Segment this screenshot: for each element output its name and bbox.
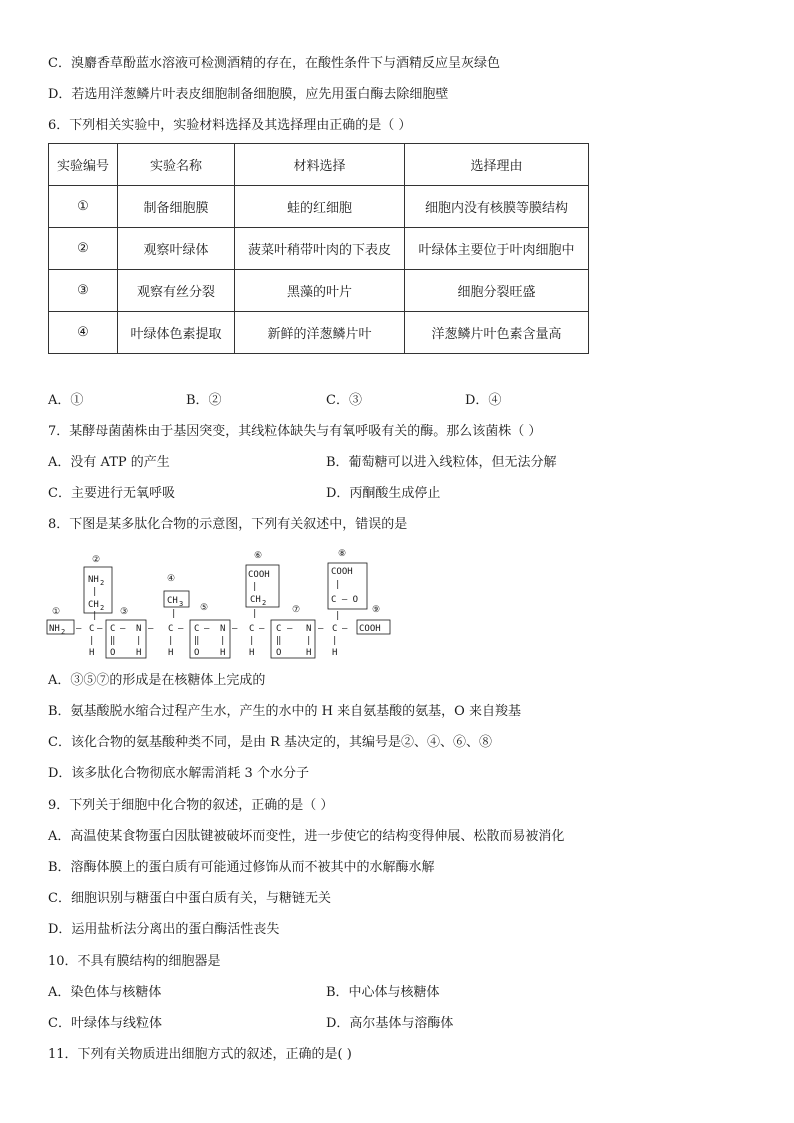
q10-option-a: A．染色体与核糖体: [48, 985, 162, 1000]
bond: |: [89, 636, 95, 646]
q6-option-d: D．④: [465, 393, 502, 408]
bond: |: [220, 636, 226, 646]
q9-stem: 9．下列关于细胞中化合物的叙述，正确的是（ ）: [48, 798, 334, 813]
dash: —: [318, 624, 324, 634]
bond: |: [335, 611, 341, 621]
double-bond: ‖: [194, 636, 200, 646]
dash: —: [148, 624, 154, 634]
bond: |: [306, 636, 312, 646]
table-cell: 洋葱鳞片叶色素含量高: [405, 312, 589, 354]
bond: |: [136, 636, 142, 646]
q7-stem: 7．某酵母菌菌株由于基因突变，其线粒体缺失与有氧呼吸有关的酶。那么该菌株（ ）: [48, 424, 542, 439]
table-header: 选择理由: [405, 144, 589, 186]
q10-option-d: D．高尔基体与溶酶体: [326, 1016, 454, 1031]
dash: —: [178, 624, 184, 634]
table-cell: 叶绿体主要位于叶肉细胞中: [405, 228, 589, 270]
bond: |: [249, 636, 255, 646]
table-row: [49, 186, 589, 228]
r2-nh: NH: [88, 575, 99, 585]
bond: |: [92, 611, 98, 621]
amide-n: N: [220, 624, 226, 634]
q9-option-d: D．运用盐析法分离出的蛋白酶活性丧失: [48, 922, 280, 937]
table-row: [49, 270, 589, 312]
carbonyl-c: C: [194, 624, 200, 634]
experiment-table: [48, 143, 589, 354]
marker-3: ③: [120, 607, 129, 617]
dash: —: [287, 624, 293, 634]
q8-option-b: B．氨基酸脱水缩合过程产生水，产生的水中的 H 来自氨基酸的氨基，O 来自羧基: [48, 704, 521, 719]
q7-option-a: A．没有 ATP 的产生: [48, 455, 170, 470]
marker-8: ⑧: [338, 549, 347, 559]
q7-option-c: C．主要进行无氧呼吸: [48, 486, 175, 501]
q6-stem: 6．下列相关实验中，实验材料选择及其选择理由正确的是（ ）: [48, 118, 412, 133]
atom-h: H: [168, 648, 174, 658]
dash: —: [76, 624, 82, 634]
marker-7: ⑦: [292, 605, 301, 615]
q10-option-c: C．叶绿体与线粒体: [48, 1016, 162, 1031]
terminal-cooh: COOH: [359, 624, 381, 634]
q10-stem: 10．不具有膜结构的细胞器是: [48, 954, 221, 969]
r2-sub: 2: [100, 579, 105, 587]
r2-ch: CH: [88, 600, 99, 610]
dash: —: [97, 624, 103, 634]
table-cell: ②: [49, 228, 118, 270]
q6-option-c: C．③: [326, 393, 362, 408]
carbonyl-c: C: [110, 624, 116, 634]
r2-bar: |: [92, 587, 98, 597]
bond: |: [171, 609, 177, 619]
table-cell: 叶绿体色素提取: [118, 312, 235, 354]
q5-option-c: C．溴麝香草酚蓝水溶液可检测酒精的存在，在酸性条件下与酒精反应呈灰绿色: [48, 56, 500, 71]
marker-2: ②: [92, 555, 101, 565]
table-cell: ③: [49, 270, 118, 312]
table-header-row: [49, 144, 589, 186]
main-sub: 2: [61, 628, 66, 636]
main-nh: NH: [49, 624, 60, 634]
r8-co: C — O: [331, 595, 359, 605]
q7-option-b: B．葡萄糖可以进入线粒体，但无法分解: [326, 455, 557, 470]
dash: —: [204, 624, 210, 634]
carbonyl-c: C: [276, 624, 282, 634]
r6-bar: |: [252, 582, 258, 592]
q6-option-b: B．②: [186, 393, 222, 408]
marker-6: ⑥: [254, 551, 263, 561]
q9-option-c: C．细胞识别与糖蛋白中蛋白质有关，与糖链无关: [48, 891, 331, 906]
dash: —: [120, 624, 126, 634]
table-cell: 蛙的红细胞: [235, 186, 405, 228]
dash: —: [259, 624, 265, 634]
atom-h: H: [332, 648, 338, 658]
table-cell: ④: [49, 312, 118, 354]
table-header: 实验编号: [49, 144, 118, 186]
table-row: [49, 312, 589, 354]
q8-stem: 8．下图是某多肽化合物的示意图，下列有关叙述中，错误的是: [48, 517, 408, 532]
atom-o: O: [194, 648, 200, 658]
marker-5: ⑤: [200, 603, 209, 613]
table-cell: 观察有丝分裂: [118, 270, 235, 312]
dash: —: [232, 624, 238, 634]
r2-sub2: 2: [100, 604, 105, 612]
atom-h: H: [306, 648, 312, 658]
table-cell: 黑藻的叶片: [235, 270, 405, 312]
table-header: 材料选择: [235, 144, 405, 186]
atom-o: O: [110, 648, 116, 658]
marker-4: ④: [167, 574, 176, 584]
bond: |: [252, 609, 258, 619]
alpha-c: C: [332, 624, 338, 634]
table-header: 实验名称: [118, 144, 235, 186]
q8-option-a: A．③⑤⑦的形成是在核糖体上完成的: [48, 673, 266, 688]
dash: —: [342, 624, 348, 634]
q10-option-b: B．中心体与核糖体: [326, 985, 440, 1000]
alpha-c: C: [249, 624, 255, 634]
double-bond: ‖: [276, 636, 282, 646]
table-row: [49, 228, 589, 270]
atom-h: H: [89, 648, 95, 658]
atom-h: H: [220, 648, 226, 658]
table-cell: 细胞内没有核膜等膜结构: [405, 186, 589, 228]
q9-option-b: B．溶酶体膜上的蛋白质有可能通过修饰从而不被其中的水解酶水解: [48, 860, 435, 875]
q6-option-a: A．①: [48, 393, 84, 408]
amide-n: N: [136, 624, 142, 634]
table-cell: 细胞分裂旺盛: [405, 270, 589, 312]
alpha-c: C: [168, 624, 174, 634]
q7-option-d: D．丙酮酸生成停止: [326, 486, 441, 501]
r6-sub: 2: [262, 599, 267, 607]
atom-h: H: [249, 648, 255, 658]
table-cell: ①: [49, 186, 118, 228]
r6-ch: CH: [250, 595, 261, 605]
marker-1: ①: [52, 607, 61, 617]
r4-ch: CH: [167, 596, 178, 606]
q8-option-d: D．该多肽化合物彻底水解需消耗 3 个水分子: [48, 766, 309, 781]
r4-sub: 3: [179, 600, 184, 608]
q9-option-a: A．高温使某食物蛋白因肽键被破坏而变性，进一步使它的结构变得伸展、松散而易被消化: [48, 829, 565, 844]
alpha-c: C: [89, 624, 95, 634]
polypeptide-structure-figure: [44, 544, 396, 662]
table-cell: 制备细胞膜: [118, 186, 235, 228]
atom-o: O: [276, 648, 282, 658]
bond: |: [168, 636, 174, 646]
table-cell: 观察叶绿体: [118, 228, 235, 270]
q5-option-d: D．若选用洋葱鳞片叶表皮细胞制备细胞膜，应先用蛋白酶去除细胞壁: [48, 87, 449, 102]
table-cell: 新鲜的洋葱鳞片叶: [235, 312, 405, 354]
marker-9: ⑨: [372, 605, 381, 615]
double-bond: ‖: [110, 636, 116, 646]
r8-bar: |: [335, 580, 341, 590]
r6-cooh: COOH: [248, 570, 270, 580]
r8-cooh: COOH: [331, 567, 353, 577]
q11-stem: 11．下列有关物质进出细胞方式的叙述，正确的是( ): [48, 1047, 352, 1062]
atom-h: H: [136, 648, 142, 658]
q8-option-c: C．该化合物的氨基酸种类不同，是由 R 基决定的，其编号是②、④、⑥、⑧: [48, 735, 492, 750]
bond: |: [332, 636, 338, 646]
amide-n: N: [306, 624, 312, 634]
table-cell: 菠菜叶稍带叶肉的下表皮: [235, 228, 405, 270]
